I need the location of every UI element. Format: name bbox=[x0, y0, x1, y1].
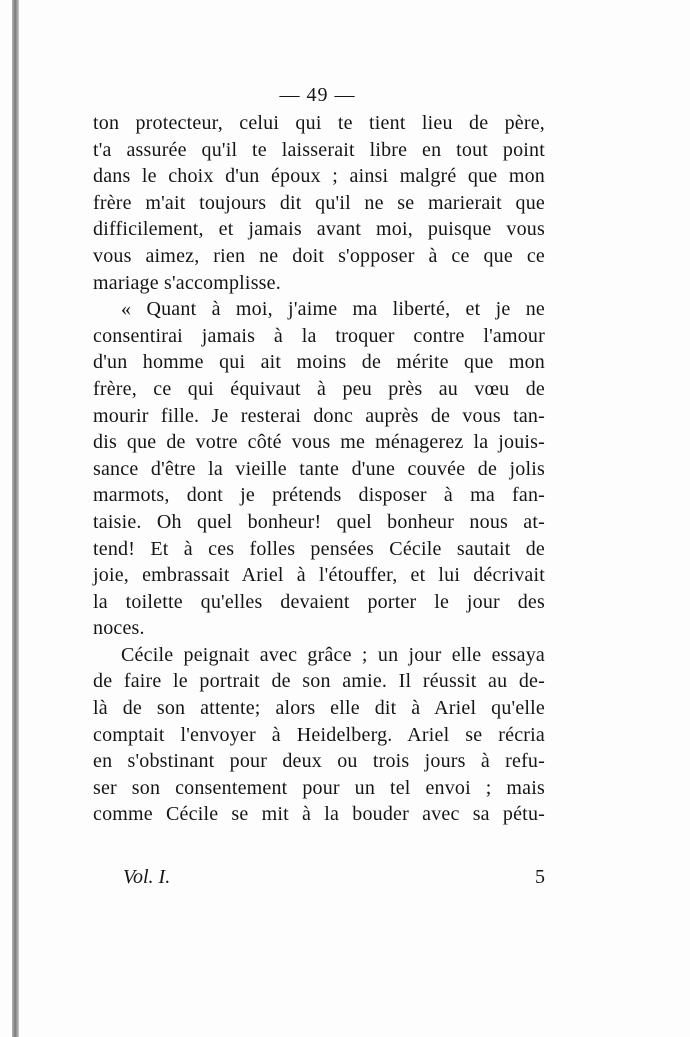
volume-label: Vol. I. bbox=[123, 866, 171, 888]
text-line: mourir fille. Je resterai donc auprès de vous tan- bbox=[93, 404, 545, 427]
text-line: difficilement, et jamais avant moi, puisque vous bbox=[93, 218, 545, 241]
text-line: marmots, dont je prétends disposer à ma fan- bbox=[93, 484, 545, 507]
signature-mark: 5 bbox=[535, 866, 545, 888]
text-line: vous aimez, rien ne doit s'opposer à ce que ce bbox=[93, 244, 545, 267]
text-line: dis que de votre côté vous me ménagerez la jouis- bbox=[93, 431, 545, 454]
text-line: d'un homme qui ait moins de mérite que mon bbox=[93, 351, 545, 374]
text-line: mariage s'accomplisse. bbox=[93, 271, 281, 294]
text-line: dans le choix d'un époux ; ainsi malgré que mon bbox=[93, 165, 545, 188]
text-line: en s'obstinant pour deux ou trois jours à refu- bbox=[93, 750, 545, 773]
text-line: là de son attente; alors elle dit à Ariel qu'elle bbox=[93, 697, 545, 720]
text-line: comptait l'envoyer à Heidelberg. Ariel se récria bbox=[93, 723, 545, 746]
text-line: frère, ce qui équivaut à peu près au vœu de bbox=[93, 377, 545, 400]
text-line: comme Cécile se mit à la bouder avec sa pétu- bbox=[93, 803, 545, 826]
text-line: tend! Et à ces folles pensées Cécile sautait de bbox=[93, 537, 545, 560]
text-line: frère m'ait toujours dit qu'il ne se marierait que bbox=[93, 191, 545, 214]
body-text bbox=[93, 110, 545, 828]
text-line: joie, embrassait Ariel à l'étouffer, et lui décrivait bbox=[93, 564, 545, 587]
text-line: de faire le portrait de son amie. Il réussit au de- bbox=[93, 670, 545, 693]
page-binding-edge bbox=[12, 0, 19, 1037]
text-line: t'a assurée qu'il te laisserait libre en tout point bbox=[93, 138, 545, 161]
text-line: ton protecteur, celui qui te tient lieu de père, bbox=[93, 112, 545, 134]
text-line: consentirai jamais à la troquer contre l'amour bbox=[93, 324, 545, 347]
page-footer bbox=[93, 866, 545, 894]
text-line: Cécile peignait avec grâce ; un jour elle essaya bbox=[121, 643, 545, 666]
text-line: taisie. Oh quel bonheur! quel bonheur nous at- bbox=[93, 510, 545, 533]
text-line: noces. bbox=[93, 617, 145, 640]
text-line: ser son consentement pour un tel envoi ; mais bbox=[93, 776, 545, 799]
text-line: sance d'être la vieille tante d'une couvée de jolis bbox=[93, 457, 545, 480]
page-number: — 49 — bbox=[279, 84, 356, 106]
text-line: « Quant à moi, j'aime ma liberté, et je ne bbox=[121, 298, 545, 321]
text-line: la toilette qu'elles devaient porter le jour des bbox=[93, 590, 545, 613]
